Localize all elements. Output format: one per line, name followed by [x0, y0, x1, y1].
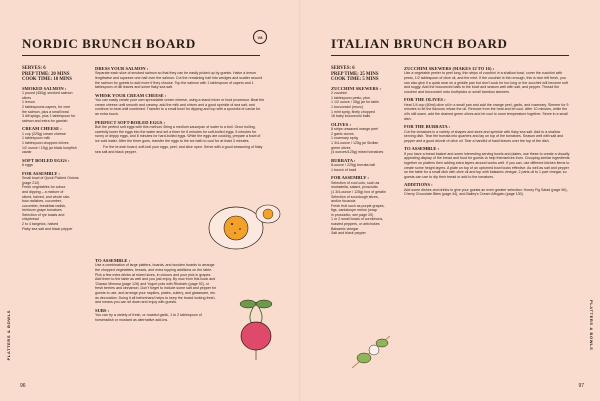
ingredient: (page 212): [22, 180, 40, 185]
skewer-illustration: [348, 332, 394, 372]
to-assemble-heading: TO ASSEMBLE :: [404, 146, 440, 152]
left-method-column: [95, 66, 265, 157]
ingredient: the salmon, plus a small bowl: [22, 109, 69, 114]
perfect-eggs-text: Boil the perfect soft eggs with this method: Bring a medium saucepan of water to a boil. Once boiling, carefully lower the eggs into the water and set a timer for 6 minutes for soft-boiled eggs, 5 minutes for runny or drippy eggs, and 8 minutes for hard-boiled eggs. While the eggs are cooking, prepare a bowl of ice cold water. After the timer goes, transfer the eggs to the ice bath to cool for at least 3 minutes.: [95, 124, 261, 143]
ingredient: in prosciutto, see page 20): [331, 212, 374, 217]
cream-cheese-heading: CREAM CHEESE :: [22, 126, 62, 132]
burrata-method-heading: FOR THE BURRATA :: [404, 124, 451, 130]
olives-method-text: Heat 1/4 cup (60ml) olive oil in a small pan and add the orange peel, garlic, and rosemary. Simmer for 5 minutes to let the flavours infuse the oil. Remove from the heat and let cool. After 10 minutes, while the oil's still warm, add the drained green olives and let cool to room temperature together. Serve in a small dish.: [404, 102, 569, 121]
radish-leaf: [240, 300, 256, 308]
ingredient: caviar: [22, 150, 32, 155]
title-rule: [22, 55, 260, 56]
left-page-title: NORDIC BRUNCH BOARD: [22, 36, 196, 51]
ingredient: 1 bunch of basil: [331, 167, 357, 172]
for-assembly-heading: FOR ASSEMBLY :: [22, 170, 60, 176]
right-method-column: [404, 66, 572, 199]
zucchini-skewers-heading: ZUCCHINI SKEWERS :: [331, 85, 382, 91]
burrata-method-text: Cut the tomatoes in a variety of shapes and sizes and sprinkle with flaky sea salt. Add to a shallow serving dish. Tear the burrata into quarters and lay on top of the tomatoes. Season well with salt and pepper and a good drizzle of olive oil. Tear a handful of basil leaves over the top of the dish.: [404, 129, 564, 143]
ingredient: (1 3/4-ounce / 125g) box of gelatin: [331, 189, 386, 194]
radish-leaf: [256, 300, 272, 308]
bocconcini-ball: [369, 345, 379, 355]
ingredient: bow radishes, cucumber,: [22, 199, 62, 204]
ingredient: 2 to 4 tangelos, halved: [22, 222, 59, 227]
ingredient: 2 garlic cloves: [331, 131, 354, 136]
left-ingredients-column: [22, 66, 82, 231]
ingredient: 16 baby bocconcini balls: [331, 114, 371, 119]
ingredient: 1 bocconcini (mozz): [331, 104, 363, 109]
page-number-right: 97: [578, 383, 584, 389]
to-assemble-heading: TO ASSEMBLE :: [95, 258, 131, 263]
zucchini-list: [331, 91, 393, 119]
ingredient: Fresh fruit such as purple grapes,: [331, 203, 385, 208]
left-assemble-column: [95, 258, 217, 324]
radish-illustration: [226, 294, 286, 362]
ingredient: roasted peppers, or artichokes: [331, 222, 380, 227]
ingredient: Selection of sourdough slices,: [331, 194, 379, 199]
ingredient: 1 pound (450g) smoked salmon: [22, 91, 73, 96]
subs-heading: SUBS :: [95, 307, 110, 313]
radish-bulb: [241, 322, 271, 350]
zucchini-ribbon: [376, 339, 388, 347]
whisk-cream-cheese-heading: WHISK YOUR CREAM CHEESE :: [95, 92, 167, 98]
ingredient: salmon and extra for garnish: [22, 118, 68, 123]
ingredient: 6 eggs: [22, 163, 33, 168]
ingredient: Salt and black pepper: [331, 231, 366, 236]
ingredient: 1 tablespoon pesto, plus: [331, 95, 370, 100]
ingredient: and dipping – a mixture of: [22, 189, 64, 194]
dress-salmon-text: Separate each slice of smoked salmon so that they can be easily picked up by guests. Halve a lemon lengthwise and squeeze one half over the salmon. Cut the remaining half into wedges and scatter around the salmon for guests to add more if they choose. Top the salmon with 1 tablespoon of capers and 1 tablespoon of dill leaves and some flaky sea salt.: [95, 71, 263, 90]
to-assemble-text: Use a combination of large platters, boards, and wooden boards to arrange the chopped vegetables, breads, and extra topping additions on the table. Pick a few extra drinks at mixed sizes, in colours and your pick in grapes. Add them to the table as well and you just enjoy. By now from this book and 'Classic Mimosa (page 126) and Yogurt pots with Rhubarb (page 92), or fresh berries and cinnamon. Don't forget to include some salt and pepper for guests to use, and arrange your napkins, plates, cutlery, and glassware, etc. as decoration. Doing it all beforehand helps to keep the board looking fresh, and means you can sit down and enjoy with guests.: [95, 263, 217, 305]
ingredient: Selection of rye toasts and: [22, 212, 65, 217]
ingredient: 2 zucchini: [331, 91, 347, 96]
ingredient: 1 lemon: [22, 100, 35, 105]
subs-text: You can try a variety of fresh, or roasted garlic, 1 to 2 tablespoon of horseradish or mustard as alternative add-ins.: [95, 313, 202, 322]
additions-heading: ADDITIONS :: [404, 182, 433, 188]
smoked-salmon-heading: SMOKED SALMON :: [22, 85, 67, 91]
zucchini-method-heading: ZUCCHINI SKEWERS (MAKES 12 TO 16) :: [404, 66, 495, 71]
egg-yolk-shape: [224, 216, 248, 240]
ingredient: slices: [22, 95, 31, 100]
serves: SERVES: 6: [331, 66, 355, 71]
ingredient: 1 cup (225g) cream cheese: [22, 131, 66, 136]
ingredient: Fresh vegetables for colour: [22, 185, 66, 190]
zucchini-ribbon: [357, 353, 371, 363]
right-page-title: ITALIAN BRUNCH BOARD: [331, 36, 508, 51]
ingredient: 8-ounce / 225g) burrata ball: [331, 163, 376, 168]
perfect-eggs-text-2: For the brunch board, soft-boil your eggs, peel, and slice open. Serve with a good seasoning of flaky sea salt and black pepper.: [95, 145, 263, 154]
prep-time: PREP TIME: 25 MINS: [331, 71, 379, 77]
perfect-eggs-heading: PERFECT SOFT-BOILED EGGS :: [95, 119, 166, 125]
pepper-speck: [231, 223, 233, 225]
prep-time: PREP TIME: 20 MINS: [22, 71, 70, 77]
right-page: [300, 0, 600, 401]
title-rule: [331, 55, 569, 56]
ingredient: cucumber, breakfast radish,: [22, 203, 67, 208]
section-tab-right: PLATTERS & BOWLS: [589, 300, 594, 351]
smoked-salmon-list: [22, 91, 82, 123]
ingredient: 3 dill sprigs, plus 1 tablespoon for: [22, 114, 76, 119]
ingredient: Flaky sea salt and black pepper: [22, 226, 73, 231]
egg-yolk-small: [263, 209, 273, 219]
ingredient: Balsamic vinegar: [331, 226, 359, 231]
ingredient: 1 tablespoon chopped chives: [22, 140, 69, 145]
page-number-left: 96: [20, 383, 26, 389]
ingredient: 1/2 ounce / 15g) jar black lumpfish: [22, 145, 77, 150]
ingredient: Selection of cool cuts, such as: [331, 180, 380, 185]
olives-list: [331, 127, 393, 155]
ingredient: 1 mint sprig, finely chopped: [331, 109, 375, 114]
olives-method-heading: FOR THE OLIVES :: [404, 97, 446, 103]
ingredient: 2 tablespoons capers, for over: [22, 104, 71, 109]
olives-heading: OLIVES :: [331, 121, 352, 127]
assembly-list: [331, 181, 393, 236]
right-ingredients-column: [331, 66, 393, 236]
serves: SERVES: 6: [22, 66, 46, 71]
cook-time: COOK TIME: 5 MINS: [331, 77, 379, 83]
for-assembly-heading: FOR ASSEMBLY :: [331, 175, 369, 181]
whisk-cream-cheese-text: You can easily create your own spreadable cream cheese, using a stand mixer or food processor. Beat the cream cheese until smooth and creamy, add the milk and chives and a good sprinkle of sea salt, and continue to beat until combined. Transfer to a small bowl for dipping and top with a spoonful of caviar for an extra touch.: [95, 98, 265, 116]
ingredient: 1 1/2 ounce / 35g) jar for table: [331, 100, 379, 105]
ingredient: sliced, halved, and whole rain-: [22, 194, 71, 199]
soft-boiled-eggs-heading: SOFT BOILED EGGS :: [22, 157, 70, 163]
ingredient: 1 rosemary sprig: [331, 136, 358, 141]
ingredient: and/or focaccia: [331, 199, 356, 204]
ingredient: (4 ounces/125g) mixed tomatoes: [331, 150, 384, 155]
ingredient: 1 tablespoon milk: [22, 136, 50, 141]
pepper-speck: [239, 228, 241, 230]
cream-cheese-list: [22, 132, 82, 155]
pepper-speck: [234, 232, 236, 234]
egg-illustration: [202, 196, 287, 254]
ingredient: green olives: [331, 145, 351, 150]
ingredient: Small bowl of Quick Pickled Onions: [22, 176, 79, 181]
cook-time: COOK TIME: 10 MINS: [22, 77, 72, 83]
ingredient: heirloom grape tomatoes: [22, 208, 62, 213]
burrata-heading: BURRATA :: [331, 157, 356, 163]
additions-text: Add some dishes and drinks to give your guests an even greater selection: Honey Fig Salad (page 56), Cherry Chocolate Bites (page 44), and Bailey's Cream Affogato (page 130).: [404, 187, 568, 197]
vegetarian-badge: V8: [253, 30, 267, 44]
assembly-list: [22, 176, 82, 231]
zucchini-method-text: Use a vegetable peeler to peel long, thin strips of zucchini in a shallow bowl, cover the zucchini with pesto, 1/2 tablespoon of olive oil, and the mint. If the zucchini is thin enough, this is nice left fresh, you can also give it a quick sear on a griddle pan but don't cook for too long or the zucchini will become soft and soggy. Add the bocconcini balls to the bowl and season well with salt, and pepper. Thread the zucchini and bocconcini onto toothpicks or small bamboo skewers.: [404, 71, 568, 94]
ingredient: figs, cantaloupe melon (wrap: [331, 208, 377, 213]
section-tab-left: PLATTERS & BOWLS: [6, 310, 11, 361]
ingredient: mortadella, salami, prosciutto: [331, 185, 378, 190]
ingredient: 8 strips unwaxed orange peel: [331, 127, 378, 132]
dress-salmon-heading: DRESS YOUR SALMON :: [95, 66, 149, 71]
ingredient: 1 or 2 small bowls of cornichons,: [331, 217, 384, 222]
ingredient: 1 3/4-ounce / 125g jar Sicilian: [331, 140, 379, 145]
to-assemble-text: If you have a bread basket and some interesting serving bowls and plates, use these to create a visually appealing display of the bread and food for guests to help themselves from. Grouping similar ingredients together on platters then adding extra layers around works well. If you can, use different kitchen items to create some height layers. A plate on top of an upturned bowl looks effective. As well as salt and pepper on the table for a small dish with olive oil and top with balsamic vinegar, 2 parts oil to 1 part vinegar, so guests can use to dip their bread or add to the tomatoes.: [404, 151, 570, 179]
ingredient: crispbread: [22, 217, 39, 222]
